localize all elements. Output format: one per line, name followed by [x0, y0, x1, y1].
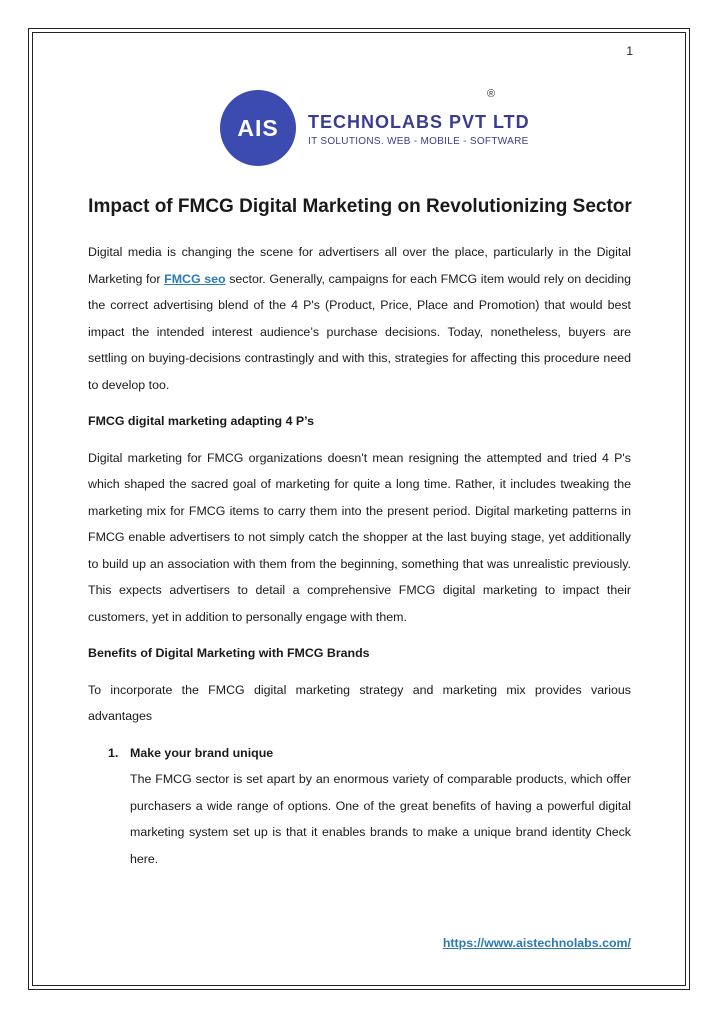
company-logo: [220, 88, 530, 168]
logo-mark-text: AIS: [237, 114, 279, 141]
intro-text-end: sector. Generally, campaigns for each FMCG item would rely on deciding the correct advertising blend of the 4 P's (Product, Price, Place and Promotion) that would best impact the intended interest audience’s purchase decisions. Today, nonetheless, buyers are settling on buying-decisions contrastingly and with this, strategies for affecting this procedure need to develop too.: [88, 271, 631, 392]
list-item-body: The FMCG sector is set apart by an enormous variety of comparable products, which offer purchasers a wide range of options. One of the great benefits of having a powerful digital marketing system set up is that it enables brands to make a unique brand identity Check here.: [130, 772, 631, 866]
section-heading-benefits: Benefits of Digital Marketing with FMCG Brands: [88, 646, 370, 660]
list-item: [88, 740, 631, 873]
intro-paragraph: [88, 239, 631, 398]
logo-mark: [220, 90, 296, 166]
page-number: 1: [626, 44, 633, 58]
document-title: Impact of FMCG Digital Marketing on Revolutionizing Sector: [88, 196, 632, 217]
section-paragraph-benefits: To incorporate the FMCG digital marketing strategy and marketing mix provides various advantages: [88, 682, 631, 723]
intro-text-start: Digital media is changing the scene for advertisers all over the place, particularly in the Digital Marketing for: [88, 245, 631, 286]
website-link[interactable]: https://www.aistechnolabs.com/: [442, 936, 631, 950]
list-item-number: 1.: [108, 745, 119, 760]
section-heading-4ps: FMCG digital marketing adapting 4 P’s: [88, 414, 315, 428]
logo-company-name: TECHNOLABS PVT LTD: [308, 112, 530, 132]
document-body: [88, 239, 631, 872]
registered-mark: ®: [487, 88, 496, 100]
list-item-title: Make your brand unique: [130, 745, 274, 760]
logo-tagline: IT SOLUTIONS. WEB - MOBILE - SOFTWARE: [308, 136, 529, 147]
benefits-list: [88, 740, 631, 873]
section-paragraph-4ps: Digital marketing for FMCG organizations doesn't mean resigning the attempted and tried 4 P's which shaped the sacred goal of marketing for quite a long time. Rather, it includes tweaking the marketing mix for FMCG items to carry them into the present period. Digital marketing patterns in FMCG enable advertisers to not simply catch the shopper at the last buying stage, yet additionally to build up an association with them from the beginning, something that was unrealistic previously. This expects advertisers to detail a comprehensive FMCG digital marketing to impact their customers, yet in addition to personally engage with them.: [88, 450, 631, 624]
fmcg-seo-link[interactable]: FMCG seo: [164, 271, 226, 286]
